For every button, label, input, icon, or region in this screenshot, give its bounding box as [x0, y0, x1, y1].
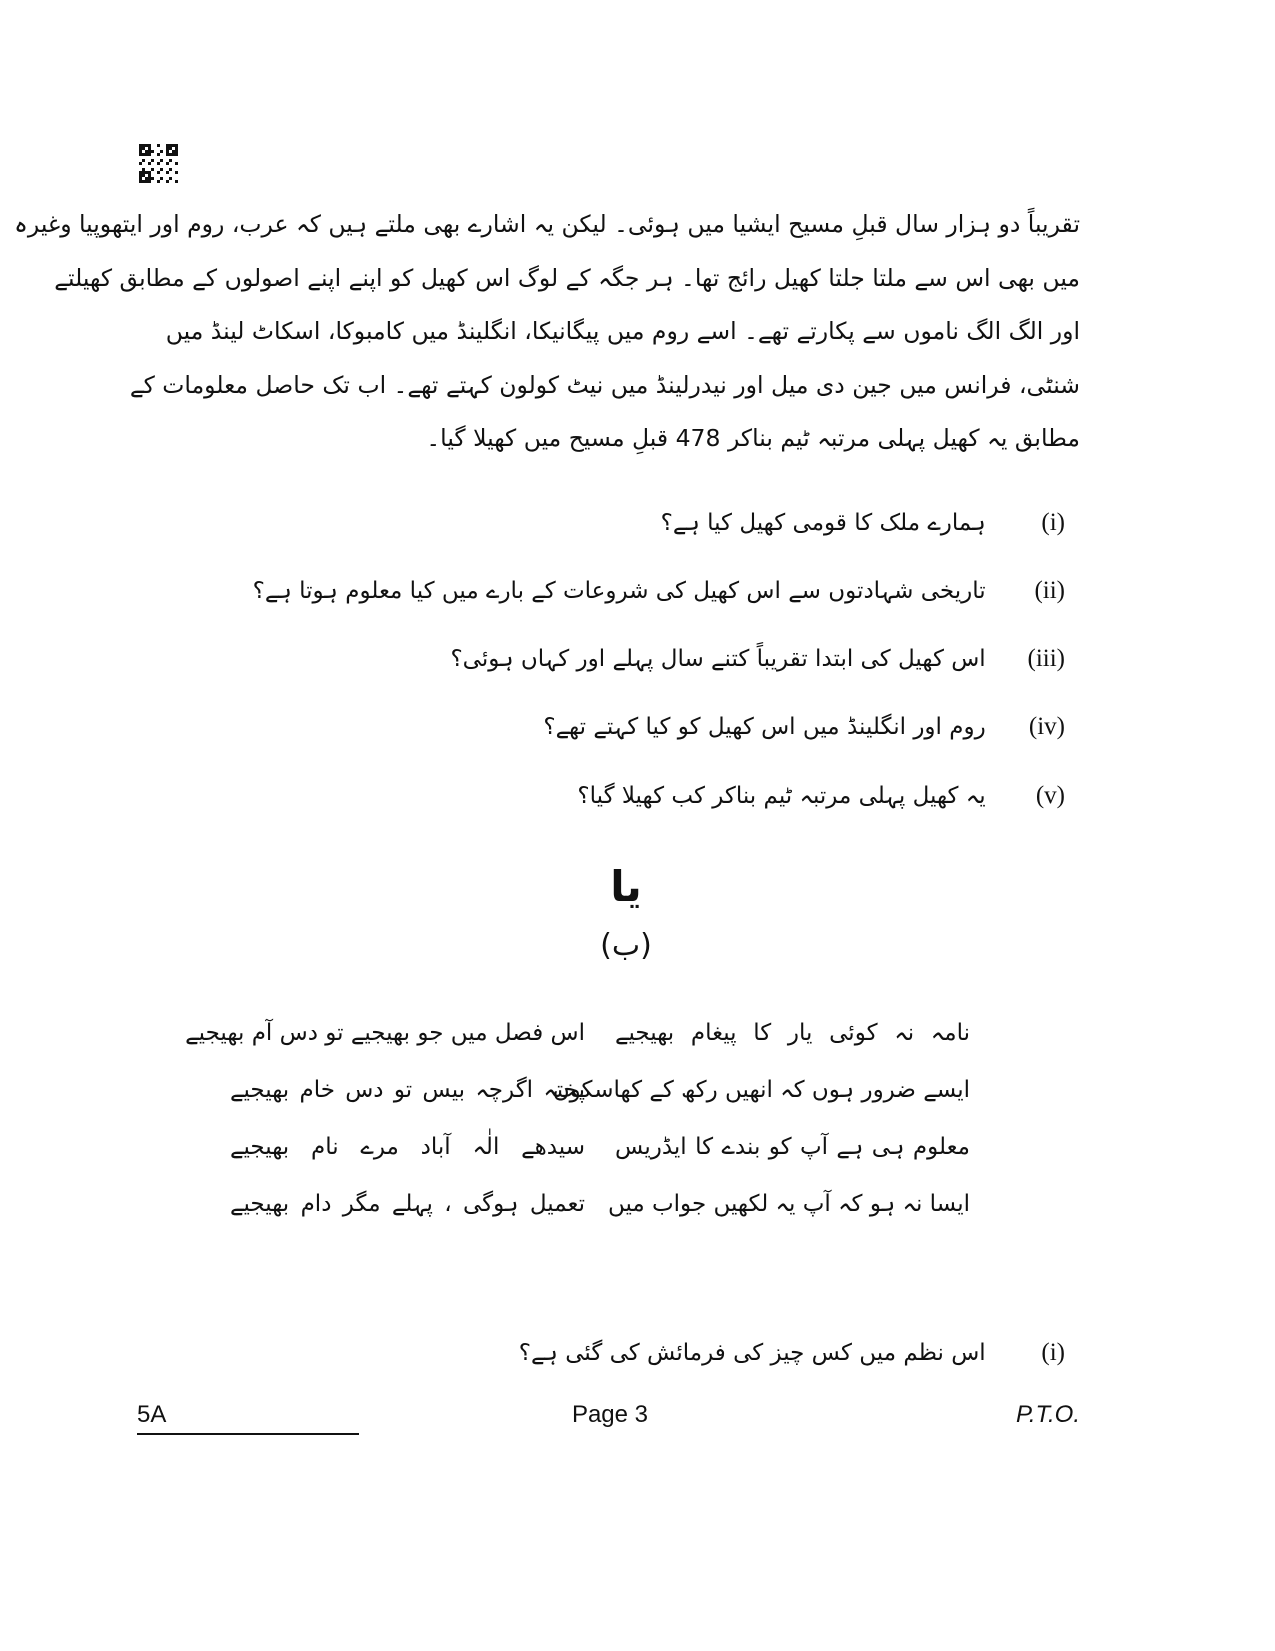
passage-line: میں بھی اس سے ملتا جلتا کھیل رائج تھا۔ ہر جگہ کے لوگ اس کھیل کو اپنے اپنے اصولوں کے مطابق کھیلتے	[54, 263, 1080, 292]
question-number: (v)	[1035, 782, 1065, 809]
question-number: (ii)	[1034, 577, 1065, 604]
poem-verse	[230, 1176, 970, 1233]
verse-first-hemistich: نامہ نہ کوئی یار کا پیغام بھیجیے	[615, 1020, 970, 1046]
footer-divider	[137, 1433, 359, 1435]
section-label: (ب)	[600, 928, 652, 963]
question-number: (i)	[1041, 509, 1065, 536]
poem	[185, 1005, 970, 1233]
question-a-3	[450, 639, 1065, 679]
question-text: ہمارے ملک کا قومی کھیل کیا ہے؟	[660, 510, 986, 536]
question-a-2	[253, 571, 1065, 611]
passage-line: شنٹی، فرانس میں جین دی میل اور نیدرلینڈ میں نیٹ کولون کہتے تھے۔ اب تک حاصل معلومات کے	[129, 370, 1080, 399]
question-number: (i)	[1041, 1339, 1065, 1366]
verse-first-hemistich: ایسے ضرور ہوں کہ انھیں رکھ کے کھاسکوں	[552, 1077, 970, 1103]
question-number: (iv)	[1028, 713, 1065, 740]
question-a-4	[543, 707, 1065, 747]
verse-first-hemistich: معلوم ہی ہے آپ کو بندے کا ایڈریس	[615, 1134, 970, 1160]
verse-first-hemistich: ایسا نہ ہو کہ آپ یہ لکھیں جواب میں	[607, 1191, 970, 1217]
question-text: اس کھیل کی ابتدا تقریباً کتنے سال پہلے اور کہاں ہوئی؟	[450, 646, 986, 672]
verse-second-hemistich: تعمیل ہوگی ، پہلے مگر دام بھیجیے	[230, 1191, 585, 1217]
passage-line: اور الگ الگ ناموں سے پکارتے تھے۔ اسے روم میں پیگانیکا، انگلینڈ میں کامبوکا، اسکاٹ لینڈ میں	[165, 317, 1080, 345]
question-a-5	[577, 776, 1065, 816]
question-number: (iii)	[1027, 645, 1065, 672]
question-b-1	[519, 1333, 1065, 1373]
question-a-1	[661, 503, 1065, 543]
passage-line: مطابق یہ کھیل پہلی مرتبہ ٹیم بناکر 478 قبلِ مسیح میں کھیلا گیا۔	[426, 424, 1080, 452]
page-number: Page 3	[571, 1401, 649, 1428]
verse-second-hemistich: اس فصل میں جو بھیجیے تو دس آم بھیجیے	[185, 1020, 585, 1046]
question-text: روم اور انگلینڈ میں اس کھیل کو کیا کہتے تھے؟	[543, 714, 986, 740]
poem-verse	[230, 1119, 970, 1176]
poem-verse	[230, 1062, 970, 1119]
qr-code-icon	[139, 144, 178, 183]
question-text: اس نظم میں کس چیز کی فرمائش کی گئی ہے؟	[518, 1340, 986, 1366]
passage-line: تقریباً دو ہزار سال قبلِ مسیح ایشیا میں ہوئی۔ لیکن یہ اشارے بھی ملتے ہیں کہ عرب، روم اور ایتھوپیا وغیرہ	[14, 210, 1080, 238]
paper-code: 5A	[137, 1401, 167, 1428]
verse-second-hemistich: پختہ اگرچہ بیس تو دس خام بھیجیے	[230, 1077, 585, 1103]
poem-verse	[185, 1005, 970, 1062]
or-label: یا	[610, 862, 642, 911]
verse-second-hemistich: سیدھے الٰہ آباد مرے نام بھیجیے	[230, 1134, 585, 1160]
reading-passage	[14, 198, 1080, 466]
question-text: تاریخی شہادتوں سے اس کھیل کی شروعات کے بارے میں کیا معلوم ہوتا ہے؟	[252, 578, 986, 604]
pto-label: P.T.O.	[1015, 1401, 1080, 1428]
question-text: یہ کھیل پہلی مرتبہ ٹیم بناکر کب کھیلا گیا؟	[577, 783, 986, 809]
